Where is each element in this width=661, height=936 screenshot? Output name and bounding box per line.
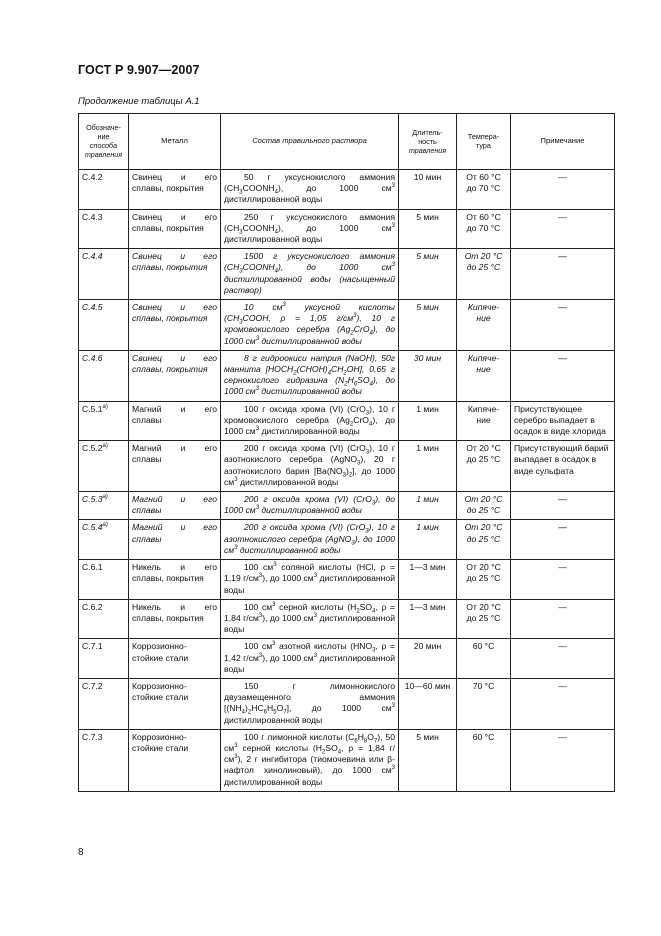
cell-method-code: С.4.3 (79, 209, 129, 249)
col-header-duration: Длитель- ность травления (399, 114, 457, 170)
cell-composition: 100 г лимонной кислоты $(C_6H_8O_7)$, 50 $см^3$ серной кислоты ($H_2SO_4$, ρ = 1,84 $г/см^3$), 2 г ингибитора (тиомочевина или β-нафтол хинолиновый), до 1000 $см^3$ дистиллированной воды (221, 729, 399, 791)
col-header-composition: Состав травильного раствора (221, 114, 399, 170)
cell-temperature: От 20 °С до 25 °С (457, 560, 511, 600)
cell-note: — (511, 350, 615, 401)
cell-method-code: С.6.2 (79, 599, 129, 639)
cell-duration: 10 мин (399, 170, 457, 210)
cell-method-code: С.4.6 (79, 350, 129, 401)
table-row (79, 249, 615, 300)
cell-method-code: $С.5.2^{а)}$ (79, 441, 129, 492)
cell-method-code: С.4.4 (79, 249, 129, 300)
cell-note: — (511, 520, 615, 560)
cell-temperature: От 60 °С до 70 °С (457, 209, 511, 249)
col-header-metal: Металл (129, 114, 221, 170)
page-number: 8 (78, 847, 84, 858)
cell-metal: Свинец и его сплавы, покрытия (129, 350, 221, 401)
table-row (79, 639, 615, 679)
cell-method-code: С.7.2 (79, 678, 129, 729)
footnote-mark: а) (102, 522, 108, 529)
table-row (79, 520, 615, 560)
cell-note: — (511, 209, 615, 249)
col-header-note: Примечание (511, 114, 615, 170)
table-header-row (79, 114, 615, 170)
cell-note: — (511, 170, 615, 210)
cell-composition: 100 г оксида хрома (VI) (CrO$_3$), 10 г хромовокислого серебра $(Ag_2CrO_4)$, до 1000 $см^3$ дистиллированной воды (221, 401, 399, 441)
cell-temperature: Кипяче- ние (457, 300, 511, 351)
cell-metal: Коррозионно- стойкие стали (129, 729, 221, 791)
cell-composition: 50 г уксуснокислого аммония $(CH_3COONH_4)$, до 1000 $см^3$ дистиллированной воды (221, 170, 399, 210)
cell-method-code: $С.5.3^{а)}$ (79, 492, 129, 520)
cell-temperature: От 20 °С до 25 °С (457, 249, 511, 300)
cell-metal: Свинец и его сплавы, покрытия (129, 300, 221, 351)
cell-composition: 100 $см^3$ серной кислоты ($H_2SO_4$, ρ = 1,84 $г/см^3$), до 1000 $см^3$ дистиллированной воды (221, 599, 399, 639)
cell-temperature: 70 °С (457, 678, 511, 729)
cell-note: — (511, 492, 615, 520)
cell-note: Присутствующий барий выпадает в осадок в виде сульфата (511, 441, 615, 492)
cell-note: — (511, 560, 615, 600)
etching-solutions-table (78, 113, 615, 792)
cell-metal: Магний и его сплавы (129, 520, 221, 560)
cell-note: — (511, 678, 615, 729)
cell-temperature: 60 °С (457, 639, 511, 679)
cell-composition: 100 $см^3$ соляной кислоты (HCl, ρ = 1,19 $г/см^3$), до 1000 $см^3$ дистиллированной воды (221, 560, 399, 600)
cell-note: — (511, 639, 615, 679)
cell-composition: 200 г оксида хрома (VI) (CrO$_3$), до 1000 $см^3$ дистиллированной воды (221, 492, 399, 520)
cell-temperature: 60 °С (457, 729, 511, 791)
table-row (79, 560, 615, 600)
cell-metal: Свинец и его сплавы, покрытия (129, 170, 221, 210)
table-row (79, 492, 615, 520)
table-row (79, 300, 615, 351)
cell-temperature: От 60 °С до 70 °С (457, 170, 511, 210)
cell-method-code: С.7.1 (79, 639, 129, 679)
table-row (79, 599, 615, 639)
cell-metal: Магний и его сплавы (129, 441, 221, 492)
cell-method-code: С.4.5 (79, 300, 129, 351)
col-header-method: Обозначе- ние способа травления (79, 114, 129, 170)
cell-metal: Коррозионно- стойкие стали (129, 639, 221, 679)
cell-temperature: От 20 °С до 25 °С (457, 520, 511, 560)
cell-temperature: Кипяче- ние (457, 350, 511, 401)
table-row (79, 350, 615, 401)
cell-note: — (511, 599, 615, 639)
table-caption: Продолжение таблицы А.1 (78, 96, 200, 107)
cell-composition: 200 г оксида хрома (VI) (CrO$_3$), 10 г азотнокислого серебра (AgNO$_3$), до 1000 $см^3$ дистиллированной воды (221, 520, 399, 560)
cell-metal: Свинец и его сплавы, покрытия (129, 249, 221, 300)
table-row (79, 678, 615, 729)
cell-metal: Магний и его сплавы (129, 492, 221, 520)
cell-note: Присутствующее серебро выпадает в осадок в виде хлорида (511, 401, 615, 441)
cell-temperature: Кипяче- ние (457, 401, 511, 441)
cell-duration: 1 мин (399, 520, 457, 560)
cell-metal: Свинец и его сплавы, покрытия (129, 209, 221, 249)
table-row (79, 209, 615, 249)
cell-duration: 1—3 мин (399, 599, 457, 639)
cell-duration: 1—3 мин (399, 560, 457, 600)
cell-duration: 5 мин (399, 249, 457, 300)
cell-method-code: С.4.2 (79, 170, 129, 210)
table-row (79, 441, 615, 492)
cell-metal: Никель и его сплавы, покрытия (129, 599, 221, 639)
cell-composition: 1500 г уксуснокислого аммония $(CH_3COONH_4)$, до 1000 $см^3$ дистиллированной воды (насыщенный раствор) (221, 249, 399, 300)
cell-composition: 250 г уксуснокислого аммония $(CH_3COONH_4)$, до 1000 $см^3$ дистиллированной воды (221, 209, 399, 249)
cell-method-code: С.7.3 (79, 729, 129, 791)
cell-metal: Магний и его сплавы (129, 401, 221, 441)
table-row (79, 729, 615, 791)
cell-method-code: $С.5.1^{а)}$ (79, 401, 129, 441)
cell-note: — (511, 729, 615, 791)
cell-composition: 200 г оксида хрома (VI) (CrO$_3$), 10 г азотнокислого серебра (AgNO$_3$), 20 г азотнокислого бария $[Ba(NO_3)_2]$, до 1000 $см^3$ дистиллированной воды (221, 441, 399, 492)
cell-composition: 100 $см^3$ азотной кислоты ($HNO_3$, ρ = 1,42 $г/см^3$), до 1000 $см^3$ дистиллированной воды (221, 639, 399, 679)
cell-method-code: $С.5.4^{а)}$ (79, 520, 129, 560)
cell-duration: 1 мин (399, 492, 457, 520)
cell-duration: 30 мин (399, 350, 457, 401)
cell-duration: 10—60 мин (399, 678, 457, 729)
cell-duration: 1 мин (399, 441, 457, 492)
footnote-mark: а) (102, 443, 108, 450)
cell-duration: 5 мин (399, 300, 457, 351)
cell-composition: 150 г лимоннокислого двузамещенного аммония $[(NH_4)_2HC_6H_5O_7]$, до 1000 $см^3$ дистиллированной воды (221, 678, 399, 729)
cell-duration: 20 мин (399, 639, 457, 679)
cell-method-code: С.6.1 (79, 560, 129, 600)
table-row (79, 170, 615, 210)
cell-note: — (511, 249, 615, 300)
cell-temperature: От 20 °С до 25 °С (457, 492, 511, 520)
cell-metal: Коррозионно- стойкие стали (129, 678, 221, 729)
document-title: ГОСТ Р 9.907—2007 (78, 63, 200, 77)
cell-duration: 1 мин (399, 401, 457, 441)
cell-duration: 5 мин (399, 209, 457, 249)
cell-temperature: От 20 °С до 25 °С (457, 599, 511, 639)
cell-temperature: От 20 °С до 25 °С (457, 441, 511, 492)
cell-duration: 5 мин (399, 729, 457, 791)
table-row (79, 401, 615, 441)
cell-composition: 10 $см^3$ уксусной кислоты ($CH_3COOH$, ρ = 1,05 $г/см^3$), 10 г хромовокислого серебра $(Ag_2CrO_4)$, до 1000 $см^3$ дистиллированной воды (221, 300, 399, 351)
cell-composition: 8 г гидроокиси натрия (NaOH), 50г маннита $[HOCH_2(CHOH)_4CH_2OH]$, 0,65 г сернокислого гидразина $(N_2H_6SO_4)$, до 1000 $см^3$ дистиллированной воды (221, 350, 399, 401)
col-header-temperature: Темпера- тура (457, 114, 511, 170)
cell-metal: Никель и его сплавы, покрытия (129, 560, 221, 600)
footnote-mark: а) (102, 494, 108, 501)
cell-note: — (511, 300, 615, 351)
footnote-mark: а) (102, 403, 108, 410)
